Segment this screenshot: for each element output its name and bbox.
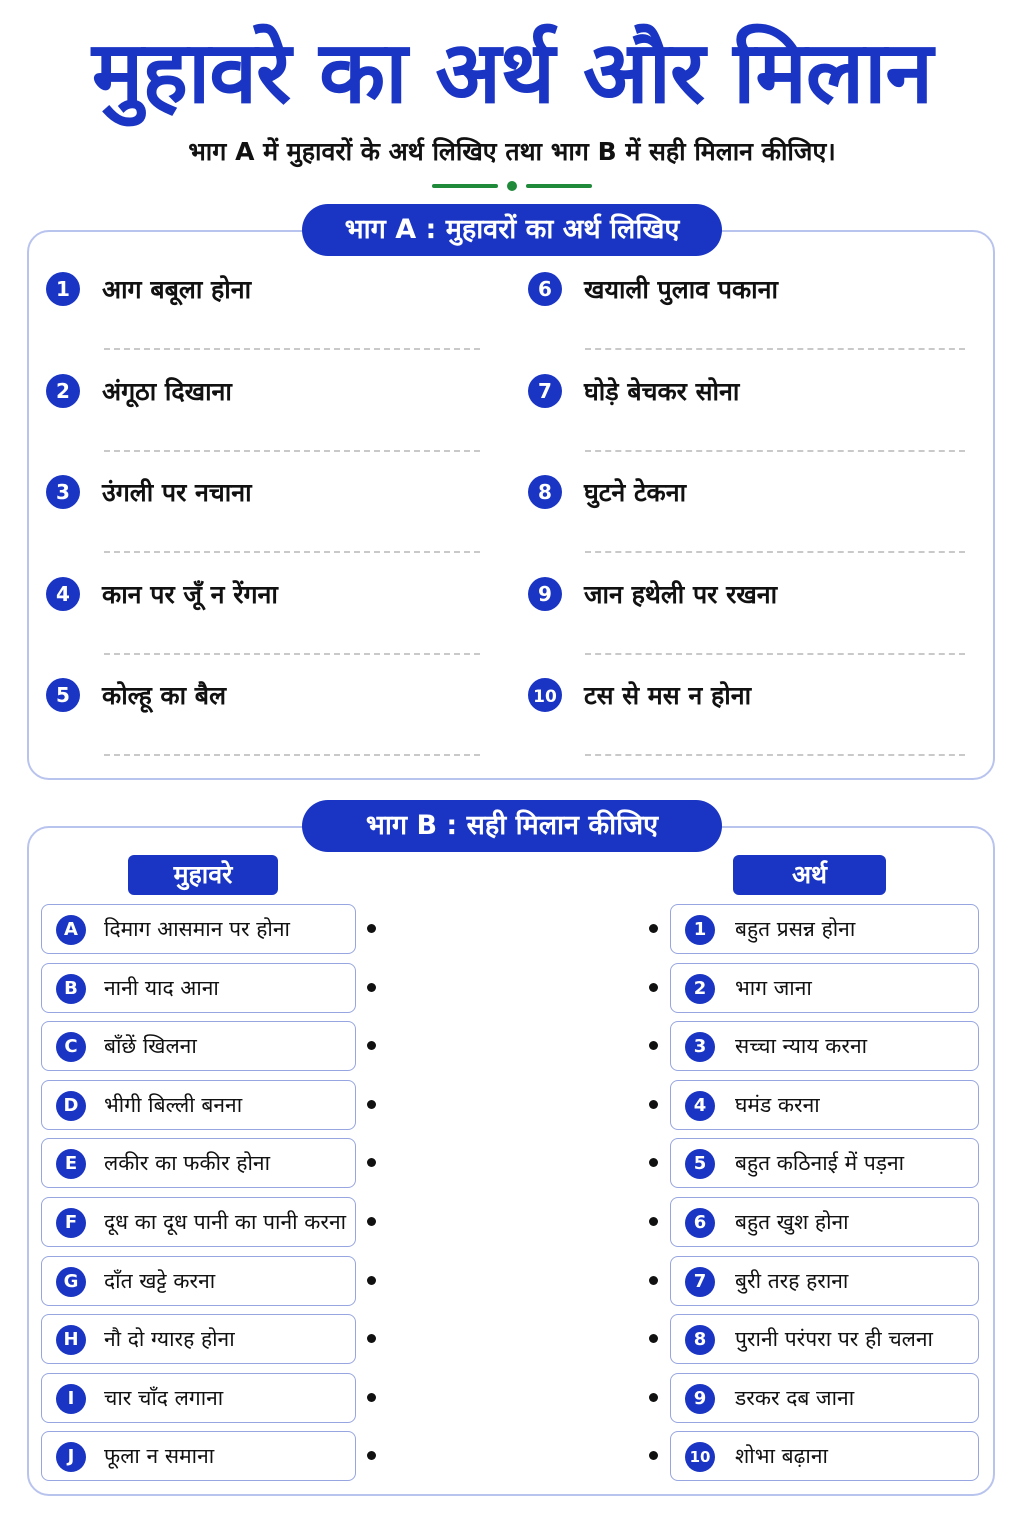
match-meaning-text: सच्चा न्याय करना: [735, 1034, 868, 1058]
idiom-text: उंगली पर नचाना: [102, 478, 252, 507]
match-meaning-box[interactable]: [670, 1080, 979, 1130]
letter-badge: H: [56, 1325, 86, 1355]
divider-line-left: [432, 184, 498, 188]
idiom-text: टस से मस न होना: [584, 681, 752, 710]
match-dot-right[interactable]: [649, 1041, 658, 1050]
match-idiom-box[interactable]: [41, 1197, 356, 1247]
match-dot-left[interactable]: [367, 1276, 376, 1285]
item-number-badge: 2: [46, 374, 80, 408]
match-meaning-box[interactable]: [670, 1256, 979, 1306]
idiom-item: [528, 575, 968, 615]
match-meaning-box[interactable]: [670, 1197, 979, 1247]
answer-line[interactable]: [104, 653, 480, 655]
match-idiom-text: दूध का दूध पानी का पानी करना: [104, 1210, 347, 1234]
item-number-badge: 6: [528, 272, 562, 306]
match-idiom-box[interactable]: [41, 1080, 356, 1130]
number-badge: 9: [685, 1384, 715, 1414]
idiom-item: [46, 270, 486, 310]
match-idiom-text: नौ दो ग्यारह होना: [104, 1327, 235, 1351]
match-dot-left[interactable]: [367, 1217, 376, 1226]
match-meaning-text: बहुत प्रसन्न होना: [735, 917, 856, 941]
match-dot-left[interactable]: [367, 1041, 376, 1050]
worksheet-title: मुहावरे का अर्थ और मिलान: [91, 23, 933, 123]
letter-badge: E: [56, 1149, 86, 1179]
match-meaning-box[interactable]: [670, 1021, 979, 1071]
match-dot-left[interactable]: [367, 1158, 376, 1167]
number-badge: 10: [685, 1442, 715, 1472]
decorative-divider: [432, 181, 592, 191]
idioms-column-header: मुहावरे: [128, 855, 278, 895]
letter-badge: I: [56, 1384, 86, 1414]
part-a-heading: भाग A : मुहावरों का अर्थ लिखिए: [302, 204, 722, 256]
letter-badge: B: [56, 974, 86, 1004]
match-dot-right[interactable]: [649, 924, 658, 933]
number-badge: 2: [685, 974, 715, 1004]
match-idiom-box[interactable]: [41, 1314, 356, 1364]
match-idiom-text: चार चाँद लगाना: [104, 1386, 224, 1410]
idiom-item: [528, 372, 968, 412]
item-number-badge: 7: [528, 374, 562, 408]
match-dot-right[interactable]: [649, 1158, 658, 1167]
match-meaning-text: बहुत कठिनाई में पड़ना: [735, 1151, 905, 1175]
match-idiom-text: बाँछें खिलना: [104, 1034, 197, 1058]
match-idiom-box[interactable]: [41, 1138, 356, 1188]
answer-line[interactable]: [585, 450, 965, 452]
idiom-item: [46, 473, 486, 513]
match-dot-right[interactable]: [649, 1100, 658, 1109]
match-idiom-text: फूला न समाना: [104, 1444, 215, 1468]
match-idiom-text: दिमाग आसमान पर होना: [104, 917, 290, 941]
letter-badge: D: [56, 1091, 86, 1121]
idiom-text: आग बबूला होना: [102, 275, 252, 304]
item-number-badge: 4: [46, 577, 80, 611]
answer-line[interactable]: [104, 348, 480, 350]
idiom-item: [528, 473, 968, 513]
match-meaning-text: डरकर दब जाना: [735, 1386, 855, 1410]
answer-line[interactable]: [104, 450, 480, 452]
idiom-text: खयाली पुलाव पकाना: [584, 275, 779, 304]
idiom-text: घुटने टेकना: [584, 478, 687, 507]
answer-line[interactable]: [585, 653, 965, 655]
meanings-column-header: अर्थ: [733, 855, 886, 895]
idiom-text: घोड़े बेचकर सोना: [584, 376, 740, 406]
match-idiom-box[interactable]: [41, 963, 356, 1013]
divider-dot: [507, 181, 517, 191]
number-badge: 6: [685, 1208, 715, 1238]
match-meaning-text: भाग जाना: [735, 976, 812, 1000]
item-number-badge: 10: [528, 678, 562, 712]
item-number-badge: 3: [46, 475, 80, 509]
match-idiom-box[interactable]: [41, 1256, 356, 1306]
idiom-item: [528, 270, 968, 310]
match-meaning-box[interactable]: [670, 1314, 979, 1364]
match-idiom-text: भीगी बिल्ली बनना: [104, 1093, 243, 1117]
idiom-item: [46, 575, 486, 615]
number-badge: 5: [685, 1149, 715, 1179]
match-meaning-text: बहुत खुश होना: [735, 1210, 849, 1234]
answer-line[interactable]: [585, 551, 965, 553]
number-badge: 3: [685, 1032, 715, 1062]
match-dot-right[interactable]: [649, 1334, 658, 1343]
part-b-heading: भाग B : सही मिलान कीजिए: [302, 800, 722, 852]
idiom-text: अंगूठा दिखाना: [102, 376, 232, 406]
match-meaning-text: घमंड करना: [735, 1093, 820, 1117]
answer-line[interactable]: [585, 754, 965, 756]
number-badge: 8: [685, 1325, 715, 1355]
match-meaning-box[interactable]: [670, 963, 979, 1013]
match-dot-left[interactable]: [367, 1393, 376, 1402]
match-idiom-box[interactable]: [41, 904, 356, 954]
match-meaning-text: शोभा बढ़ाना: [735, 1444, 828, 1468]
idiom-text: कोल्हू का बैल: [102, 681, 227, 710]
number-badge: 7: [685, 1267, 715, 1297]
letter-badge: C: [56, 1032, 86, 1062]
match-idiom-box[interactable]: [41, 1373, 356, 1423]
match-dot-right[interactable]: [649, 1276, 658, 1285]
item-number-badge: 9: [528, 577, 562, 611]
match-idiom-text: लकीर का फकीर होना: [104, 1151, 271, 1175]
match-meaning-box[interactable]: [670, 1373, 979, 1423]
match-dot-left[interactable]: [367, 1334, 376, 1343]
letter-badge: J: [56, 1442, 86, 1472]
match-idiom-text: दाँत खट्टे करना: [104, 1269, 216, 1293]
letter-badge: A: [56, 915, 86, 945]
match-dot-right[interactable]: [649, 1393, 658, 1402]
match-meaning-text: पुरानी परंपरा पर ही चलना: [735, 1327, 933, 1351]
match-idiom-text: नानी याद आना: [104, 976, 219, 1000]
match-dot-left[interactable]: [367, 1100, 376, 1109]
answer-line[interactable]: [104, 754, 480, 756]
match-dot-left[interactable]: [367, 924, 376, 933]
idiom-item: [528, 676, 968, 716]
answer-line[interactable]: [104, 551, 480, 553]
letter-badge: F: [56, 1208, 86, 1238]
idiom-item: [46, 372, 486, 412]
idiom-text: जान हथेली पर रखना: [584, 579, 778, 609]
item-number-badge: 8: [528, 475, 562, 509]
match-meaning-box[interactable]: [670, 904, 979, 954]
match-dot-left[interactable]: [367, 983, 376, 992]
match-meaning-box[interactable]: [670, 1431, 979, 1481]
idiom-text: कान पर जूँ न रेंगना: [102, 579, 278, 609]
answer-line[interactable]: [585, 348, 965, 350]
number-badge: 1: [685, 915, 715, 945]
match-idiom-box[interactable]: [41, 1021, 356, 1071]
match-meaning-box[interactable]: [670, 1138, 979, 1188]
match-meaning-text: बुरी तरह हराना: [735, 1269, 849, 1293]
instructions: भाग A में मुहावरों के अर्थ लिखिए तथा भाग B में सही मिलान कीजिए।: [188, 137, 836, 166]
match-dot-right[interactable]: [649, 983, 658, 992]
match-dot-right[interactable]: [649, 1451, 658, 1460]
idiom-item: [46, 676, 486, 716]
letter-badge: G: [56, 1267, 86, 1297]
match-idiom-box[interactable]: [41, 1431, 356, 1481]
number-badge: 4: [685, 1091, 715, 1121]
match-dot-left[interactable]: [367, 1451, 376, 1460]
match-dot-right[interactable]: [649, 1217, 658, 1226]
item-number-badge: 5: [46, 678, 80, 712]
item-number-badge: 1: [46, 272, 80, 306]
divider-line-right: [526, 184, 592, 188]
